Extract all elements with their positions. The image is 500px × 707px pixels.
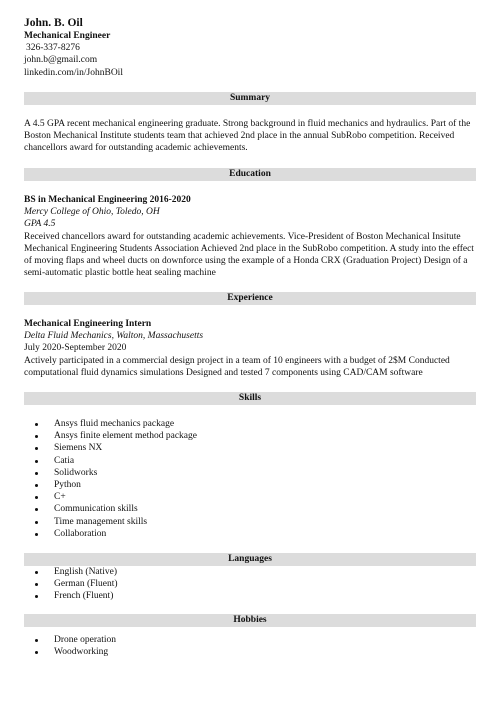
linkedin-url: linkedin.com/in/JohnBOil bbox=[24, 67, 123, 78]
list-item: French (Fluent) bbox=[24, 590, 476, 602]
gpa: GPA 4.5 bbox=[24, 219, 56, 230]
list-item: German (Fluent) bbox=[24, 578, 476, 590]
summary-section bbox=[24, 118, 476, 155]
hobbies-list bbox=[24, 634, 476, 658]
list-item: Ansys fluid mechanics package bbox=[24, 418, 476, 430]
hobbies-section bbox=[24, 634, 476, 658]
job-title: Mechanical Engineer bbox=[24, 31, 111, 41]
company-name: Delta Fluid Mechanics, Walton, Massachusetts bbox=[24, 331, 204, 342]
experience-heading: Experience bbox=[24, 292, 476, 305]
education-details: Received chancellors award for outstanding academic achievements. Vice-President of Boston Mechanical Insitute Mechanical Engineering Students Association Achieved 2nd place in the SubRobo competition. A study into the effect of moving flaps and wheel ducts on downforce using the example of a Honda CRX (Graduation Project) Design of a semi-automatic plastic bottle heat sealing machine bbox=[24, 231, 474, 279]
list-item: Solidworks bbox=[24, 467, 476, 479]
skills-list bbox=[24, 418, 476, 540]
experience-details: Actively participated in a commercial design project in a team of 10 engineers with a budget of 2$M Conducted computational fluid dynamics simulations Designed and tested 7 components using CAD/CAM software bbox=[24, 355, 450, 378]
candidate-name: John. B. Oil bbox=[24, 17, 83, 29]
hobbies-heading: Hobbies bbox=[24, 614, 476, 627]
skills-heading: Skills bbox=[24, 392, 476, 405]
email-address: john.b@gmail.com bbox=[24, 55, 98, 66]
education-heading: Education bbox=[24, 168, 476, 181]
list-item: Drone operation bbox=[24, 634, 476, 646]
employment-dates: July 2020-September 2020 bbox=[24, 343, 127, 354]
list-item: English (Native) bbox=[24, 566, 476, 578]
list-item: Communication skills bbox=[24, 503, 476, 515]
languages-list bbox=[24, 566, 476, 603]
list-item: Time management skills bbox=[24, 516, 476, 528]
skills-section bbox=[24, 418, 476, 540]
languages-heading: Languages bbox=[24, 553, 476, 566]
education-section bbox=[24, 194, 476, 279]
phone-number: 326-337-8276 bbox=[26, 43, 80, 54]
languages-section bbox=[24, 566, 476, 603]
role-title: Mechanical Engineering Intern bbox=[24, 319, 152, 329]
experience-section bbox=[24, 318, 476, 379]
summary-heading: Summary bbox=[24, 92, 476, 105]
resume-header bbox=[24, 16, 123, 79]
school-name: Mercy College of Ohio, Toledo, OH bbox=[24, 207, 160, 218]
list-item: Collaboration bbox=[24, 528, 476, 540]
list-item: Siemens NX bbox=[24, 442, 476, 454]
list-item: Ansys finite element method package bbox=[24, 430, 476, 442]
list-item: Woodworking bbox=[24, 646, 476, 658]
degree-title: BS in Mechanical Engineering 2016-2020 bbox=[24, 195, 191, 205]
list-item: Python bbox=[24, 479, 476, 491]
summary-text: A 4.5 GPA recent mechanical engineering graduate. Strong background in fluid mechanics and hydraulics. Part of the Boston Mechanical Institute students team that achieved 2nd place in the annual SubRobo competition. Received chancellors award for outstanding academic achievements. bbox=[24, 119, 471, 154]
list-item: Catia bbox=[24, 455, 476, 467]
list-item: C+ bbox=[24, 491, 476, 503]
